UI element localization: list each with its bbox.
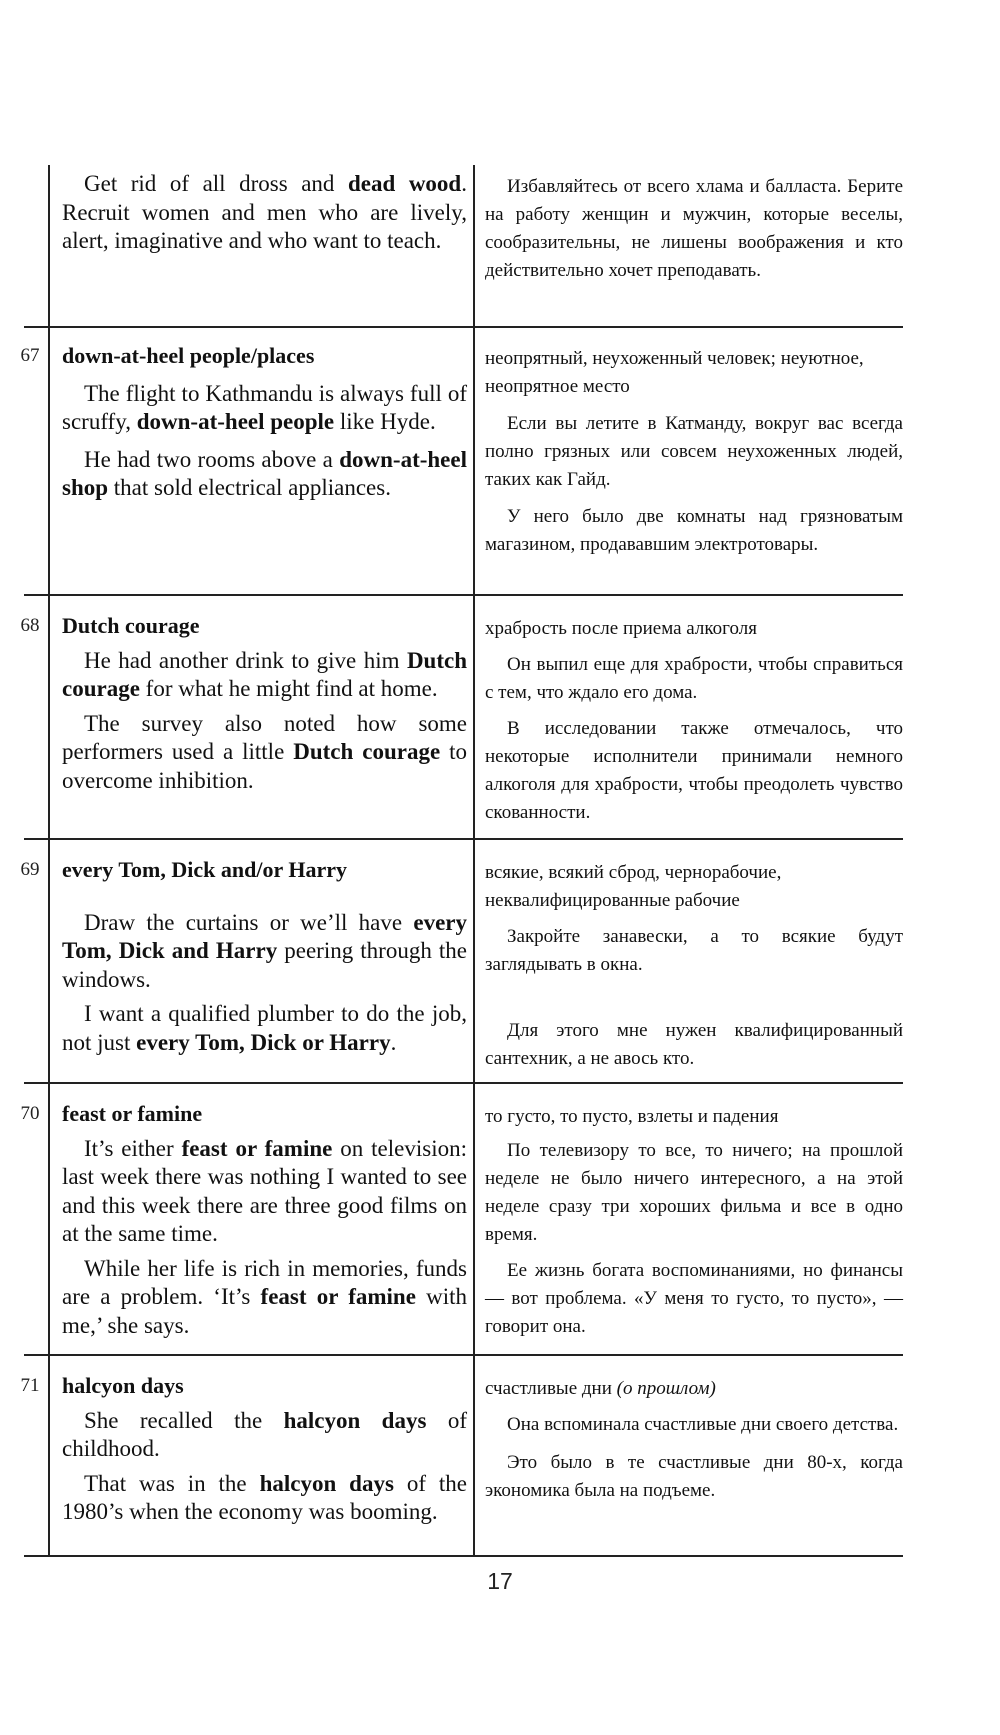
entry-en-column <box>62 1100 467 1340</box>
example-ru: Это было в те счастливые дни 80-х, когда экономика была на подъеме. <box>485 1452 903 1501</box>
row-divider <box>24 326 903 328</box>
translation-note: (о прошлом) <box>616 1378 716 1399</box>
row-divider <box>24 1555 903 1557</box>
headword: Dutch courage <box>62 613 200 638</box>
entry-ru-column <box>485 615 903 827</box>
column-divider-middle <box>473 165 475 1555</box>
translation: храбрость после приема алкоголя <box>485 618 757 639</box>
example-en: He had two rooms above a down-at-heel shop that sold electrical appliances. <box>62 446 467 500</box>
example-ru: Для этого мне нужен квалифицированный сантехник, а не авось кто. <box>485 1020 903 1069</box>
entry-ru-column <box>485 1103 903 1341</box>
row-divider <box>24 838 903 840</box>
example-ru: По телевизору то все, то ничего; на прошлой неделе не было ничего интересного, а на этой неделе сразу три хороших фильма и все в одно время. <box>485 1140 903 1245</box>
example-en: While her life is rich in memories, funds are a problem. ‘It’s feast or famine with me,’ she says. <box>62 1255 468 1338</box>
example-en: Draw the curtains or we’ll have every Tom, Dick and Harry peering through the windows. <box>62 909 467 992</box>
entry-number: 71 <box>20 1375 40 1396</box>
example-ru: В исследовании также отмечалось, что некоторые исполнители принимали немного алкоголя для храбрости, чтобы преодолеть чувство скованности. <box>485 718 903 823</box>
entry-en-column <box>62 612 467 795</box>
row-divider <box>24 594 903 596</box>
continuation-en <box>62 170 467 256</box>
example-en: Get rid of all dross and dead wood. Recruit women and men who are lively, alert, imaginative and who want to teach. <box>62 171 467 253</box>
row-divider <box>24 1082 903 1084</box>
entry-number: 69 <box>20 859 40 880</box>
example-en: That was in the halcyon days of the 1980’s when the economy was booming. <box>62 1470 467 1524</box>
entry-en-column <box>62 1372 467 1527</box>
translation: то густо, то пусто, взлеты и падения <box>485 1106 779 1127</box>
example-en: It’s either feast or famine on television: last week there was nothing I wanted to see and this week there are three good films on at the same time. <box>62 1135 467 1246</box>
translation: всякие, всякий сброд, чернорабочие, неквалифицированные рабочие <box>485 862 782 911</box>
example-en: The survey also noted how some performers used a little Dutch courage to overcome inhibition. <box>62 710 468 793</box>
headword: halcyon days <box>62 1373 184 1398</box>
example-ru: Закройте занавески, а то всякие будут заглядывать в окна. <box>485 926 903 975</box>
continuation-ru <box>485 173 903 285</box>
example-ru: Она вспоминала счастливые дни своего детства. <box>507 1414 899 1435</box>
example-en: He had another drink to give him Dutch courage for what he might find at home. <box>62 647 467 701</box>
entry-number: 68 <box>20 615 40 636</box>
example-en: I want a qualified plumber to do the job, not just every Tom, Dick or Harry. <box>62 1001 467 1055</box>
entry-ru-column <box>485 859 903 1073</box>
page-number: 17 <box>487 1568 513 1594</box>
entry-number: 70 <box>20 1103 40 1124</box>
translation: счастливые дни (о прошлом) <box>485 1378 716 1399</box>
example-ru: Ее жизнь богата воспоминаниями, но финансы — вот проблема. «У меня то густо, то пусто», — говорит она. <box>485 1260 903 1337</box>
example-ru: У него было две комнаты над грязноватым магазином, продававшим электротовары. <box>485 506 903 555</box>
headword: every Tom, Dick and/or Harry <box>62 857 347 882</box>
headword: feast or famine <box>62 1101 203 1126</box>
entry-en-column <box>62 856 467 1057</box>
example-ru: Он выпил еще для храбрости, чтобы справиться с тем, что ждало его дома. <box>485 654 903 703</box>
example-en: She recalled the halcyon days of childhood. <box>62 1407 467 1461</box>
example-ru: Если вы летите в Катманду, вокруг вас всегда полно грязных или совсем неухоженных людей, таких как Гайд. <box>485 413 903 490</box>
example-en: The flight to Kathmandu is always full of scruffy, down-at-heel people like Hyde. <box>62 380 467 434</box>
entry-number: 67 <box>20 345 40 366</box>
entry-ru-column <box>485 1375 903 1505</box>
entry-en-column <box>62 342 467 503</box>
row-divider <box>24 1354 903 1356</box>
translation: неопрятный, неухоженный человек; неуютное, неопрятное место <box>485 348 864 397</box>
entry-ru-column <box>485 345 903 559</box>
headword: down-at-heel people/places <box>62 343 315 368</box>
example-ru: Избавляйтесь от всего хлама и балласта. Берите на работу женщин и мужчин, которые веселы, сообразительны, не лишены воображения и кто действительно хочет преподавать. <box>485 176 903 281</box>
